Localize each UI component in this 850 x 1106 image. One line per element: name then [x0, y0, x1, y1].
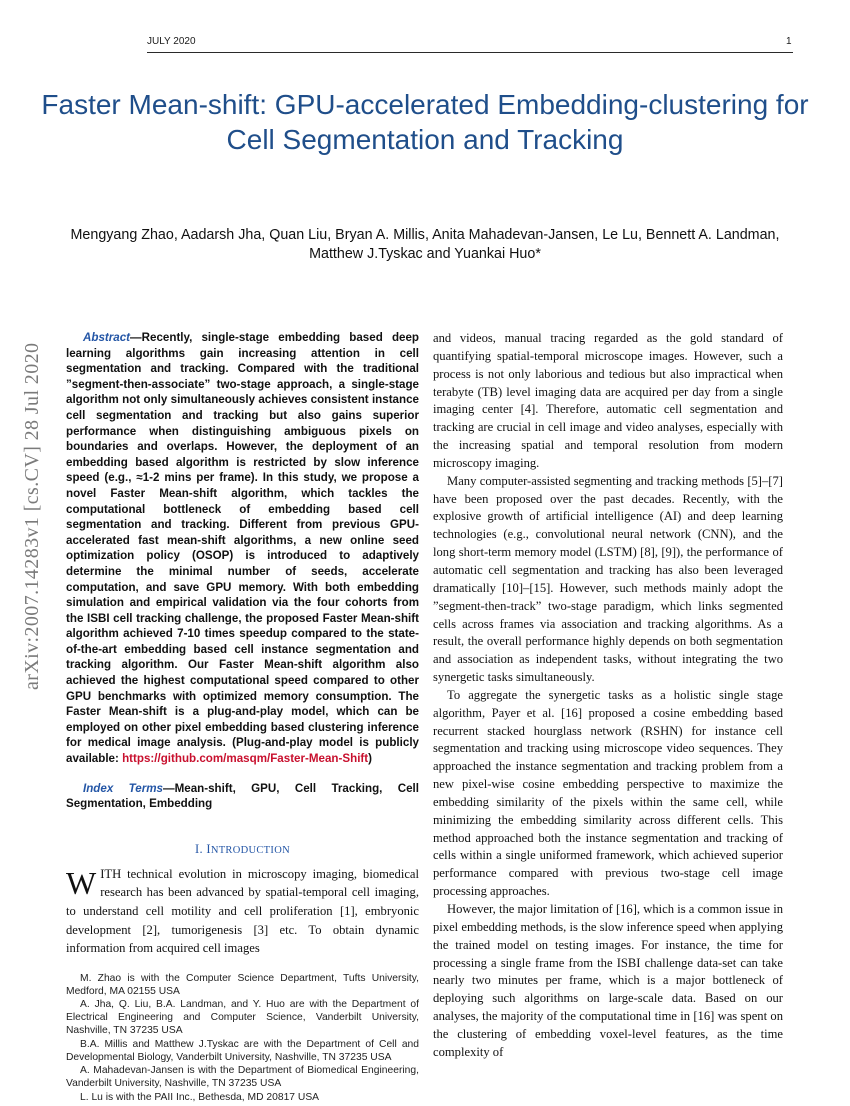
footnote: A. Jha, Q. Liu, B.A. Landman, and Y. Huo are with the Department of Electrical Engineering and Computer Science, Vanderbilt University, Nashville, TN 37235 USA [66, 999, 419, 1036]
section-title-rest: NTRODUCTION [210, 844, 290, 856]
left-column [66, 330, 419, 1106]
running-header-date: JULY 2020 [147, 36, 196, 47]
intro-text: ITH technical evolution in microscopy imaging, biomedical research has been advanced by spatial-temporal cell imaging, to understand cell motility and cell proliferation [1], embryonic development [2], tumorigenesis [3] etc. To obtain dynamic information from acquired cell images [66, 866, 419, 956]
abstract-text: —Recently, single-stage embedding based deep learning algorithms gain increasing attention in cell segmentation and tracking. Compared with the traditional ”segment-then-associate” two-stage approach, a single-stage algorithm not only simultaneously achieves consistent instance cell segmentation and tracking but also gains superior performance when distinguishing ambiguous pixels on boundaries and overlaps. However, the deployment of an embedding based algorithm is restricted by slow inference speed (e.g., ≈1-2 mins per frame). In this study, we propose a novel Faster Mean-shift algorithm, which tackles the computational bottleneck of embedding based cell segmentation and tracking. Different from previous GPU-accelerated fast mean-shift algorithms, a new online seed optimization policy (OSOP) is introduced to adaptively determine the minimal number of seeds, accelerate computation, and save GPU memory. With both embedding simulation and empirical validation via the four cohorts from the ISBI cell tracking challenge, the proposed Faster Mean-shift algorithm achieved 7-10 times speedup compared to the state-of-the-art embedding based cell instance segmentation and tracking algorithm. Our Faster Mean-shift algorithm also achieved the highest computational speed compared to other GPU benchmarks with optimized memory consumption. The Faster Mean-shift is a plug-and-play model, which can be employed on other pixel embedding based clustering inference for medical image analysis. (Plug-and-play model is publicly available: [66, 331, 419, 766]
abstract [66, 330, 419, 767]
section-initial: I [206, 841, 211, 856]
body-paragraph: Many computer-assisted segmenting and tracking methods [5]–[7] have been proposed over the past decades. Recently, with the explosive growth of artificial intelligence (AI) and deep learning technologies (e.g., convolutional neural network (CNN), and the long short-term memory model (LSTM) [8], [9]), the performance of automatic cell segmentation and tracking has also been leveraged dramatically [10]–[15]. However, such methods mainly adopt the ”segment-then-track” two-stage paradigm, which links segmented cells across frames via association and tracking algorithms. As a result, the overall performance highly depends on both segmentation and association as independent tasks, without integrating the two synergetic tasks simultaneously. [433, 473, 783, 685]
footnote-rule [66, 966, 419, 967]
footnote: A. Mahadevan-Jansen is with the Department of Biomedical Engineering, Vanderbilt University, Nashville, TN 37235 USA [66, 1065, 419, 1090]
drop-cap: W [66, 864, 97, 901]
footnote: B.A. Millis and Matthew J.Tyskac are with the Department of Cell and Developmental Biology, Vanderbilt University, Nashville, TN 37235 USA [66, 1038, 419, 1063]
index-terms-label: Index Terms [83, 781, 164, 795]
abstract-label: Abstract [83, 331, 131, 344]
body-paragraph: and videos, manual tracing regarded as the gold standard of quantifying spatial-temporal microscope images. However, such a process is not only laborious and tedious but also impractical when terabyte (TB) level imaging data are acquired per day from a single imaging center [4]. Therefore, automatic cell segmentation and tracking are crucial in cell image and video analyses, especially with the increasing spatial and temporal resolution from modern microscopy imaging. [433, 331, 783, 470]
section-numeral: I. [195, 841, 207, 856]
index-terms [66, 781, 419, 812]
section-heading-introduction [66, 842, 419, 857]
footnote: L. Lu is with the PAII Inc., Bethesda, MD 20817 USA [80, 1091, 320, 1103]
page-number: 1 [786, 36, 792, 47]
body-paragraph: To aggregate the synergetic tasks as a holistic single stage algorithm, Payer et al. [16] proposed a cosine embedding based recurrent stacked hourglass network (RSHN) for instance cell segmentation and tracking using microscope video sequences. They approached the instance segmentation and tracking problem from a new pixel-wise cosine embedding perspective to maximize the embedding similarity of the pixels within the same cell, while minimizing the embedding similarity across different cells. This method approached both the instance segmentation and tracking of cells within a single uniformed framework, which achieved superior performance compared with previous two-stage cell image processing approaches. [433, 687, 783, 899]
right-column [433, 330, 783, 1062]
body-paragraph: However, the major limitation of [16], which is a common issue in pixel embedding methods, is the slow inference speed when applying the trained model on testing images. For instance, the time for processing a single frame from the ISBI challenge data-set can take nearly two minutes per frame, which is a major bottleneck of deploying such algorithms on large-scale data. Based on our analyses, the majority of the computational time in [16] was spent on the clustering of embedding voxel-level features, as the time complexity of [433, 902, 783, 1059]
code-link[interactable]: https://github.com/masqm/Faster-Mean-Shift [122, 752, 369, 766]
arxiv-stamp: arXiv:2007.14283v1 [cs.CV] 28 Jul 2020 [21, 342, 43, 690]
author-list: Mengyang Zhao, Aadarsh Jha, Quan Liu, Bryan A. Millis, Anita Mahadevan-Jansen, Le Lu, Bennett A. Landman, Matthew J.Tyskac and Yuankai Huo* [70, 227, 780, 262]
intro-paragraph [66, 865, 419, 958]
abstract-tail: ) [368, 752, 373, 766]
footnote: M. Zhao is with the Computer Science Department, Tufts University, Medford, MA 02155 USA [66, 972, 419, 997]
paper-title: Faster Mean-shift: GPU-accelerated Embedding-clustering for Cell Segmentation and Tracking [41, 89, 809, 155]
index-terms-text: —Mean-shift, GPU, Cell Tracking, Cell Segmentation, Embedding [66, 781, 419, 811]
footnotes [66, 973, 419, 1105]
header-rule [147, 52, 793, 53]
